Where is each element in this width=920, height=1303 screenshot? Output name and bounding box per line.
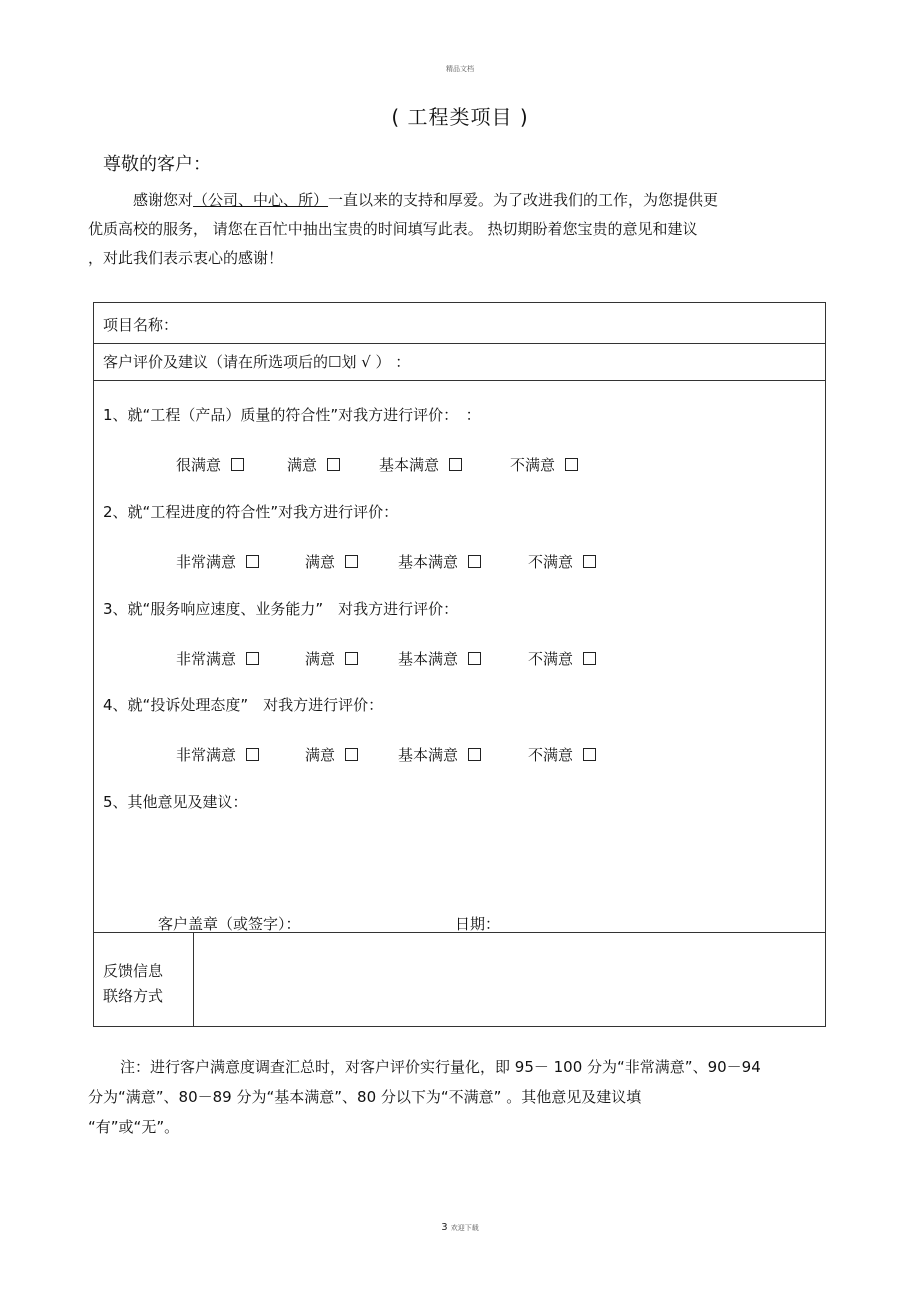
header-note: 精品文档 [446, 65, 474, 73]
checkbox[interactable] [345, 555, 358, 568]
question-2-label: 2、就“工程进度的符合性”对我方进行评价： [103, 503, 399, 521]
intro-line1-pre: 感谢您对 [133, 191, 194, 209]
q1-option-1[interactable]: 很满意 [176, 454, 244, 475]
feedback-label-line-2: 联络方式 [103, 987, 164, 1005]
q1-option-3[interactable]: 基本满意 [379, 454, 462, 475]
checkbox[interactable] [583, 555, 596, 568]
document-title: ( 工程类项目 ) [391, 105, 529, 129]
evaluation-header: 客户评价及建议（请在所选项后的☐划 √ ） ： [103, 353, 411, 371]
checkbox[interactable] [468, 555, 481, 568]
footnote [88, 1052, 838, 1142]
checkbox[interactable] [327, 458, 340, 471]
footnote-line-2: 分为“满意”、80－89 分为“基本满意”、80 分以下为“不满意” 。其他意见及建议填 [88, 1088, 642, 1106]
checkbox[interactable] [345, 652, 358, 665]
row-divider [94, 380, 825, 381]
feedback-label-line-1: 反馈信息 [103, 962, 164, 980]
question-4-label: 4、就“投诉处理态度” 对我方进行评价： [103, 696, 384, 714]
row-divider [94, 932, 825, 933]
greeting: 尊敬的客户： [103, 154, 211, 175]
page-footer-note: 欢迎下载 [450, 1224, 479, 1232]
checkbox[interactable] [345, 748, 358, 761]
intro-line-1 [88, 186, 833, 215]
page-number: 3 [441, 1222, 448, 1233]
checkbox[interactable] [565, 458, 578, 471]
q4-option-2[interactable]: 满意 [305, 744, 358, 765]
q4-option-4[interactable]: 不满意 [528, 744, 596, 765]
footnote-line-1: 注：进行客户满意度调查汇总时，对客户评价实行量化，即 95－ 100 分为“非常满意”、90－94 [120, 1058, 761, 1076]
q2-option-4[interactable]: 不满意 [528, 551, 596, 572]
question-5-label: 5、其他意见及建议： [103, 793, 248, 811]
q3-option-3[interactable]: 基本满意 [398, 648, 481, 669]
row-divider [94, 343, 825, 344]
checkbox[interactable] [468, 652, 481, 665]
question-1-label: 1、就“工程（产品）质量的符合性”对我方进行评价： ： [103, 406, 481, 424]
q2-option-2[interactable]: 满意 [305, 551, 358, 572]
column-divider [193, 932, 194, 1026]
q1-option-4[interactable]: 不满意 [510, 454, 578, 475]
checkbox[interactable] [246, 555, 259, 568]
survey-form-table [93, 302, 826, 1027]
intro-line1-post: 一直以来的支持和厚爱。为了改进我们的工作，为您提供更 [328, 191, 719, 209]
checkbox[interactable] [583, 652, 596, 665]
checkbox[interactable] [231, 458, 244, 471]
intro-line-2: 优质高校的服务， 请您在百忙中抽出宝贵的时间填写此表。 热切期盼着您宝贵的意见和建议 [88, 220, 698, 238]
intro-org-placeholder: （公司、中心、所） [193, 191, 329, 209]
checkbox[interactable] [246, 652, 259, 665]
checkbox[interactable] [583, 748, 596, 761]
intro-line-3: ，对此我们表示衷心的感谢！ [88, 249, 284, 267]
customer-seal-label: 客户盖章（或签字）： [158, 915, 301, 933]
page-footer [0, 1222, 920, 1233]
date-label: 日期： [455, 915, 501, 933]
q3-option-2[interactable]: 满意 [305, 648, 358, 669]
q2-option-3[interactable]: 基本满意 [398, 551, 481, 572]
footnote-line-3: “有”或“无”。 [88, 1118, 180, 1136]
q3-option-4[interactable]: 不满意 [528, 648, 596, 669]
checkbox[interactable] [449, 458, 462, 471]
q3-option-1[interactable]: 非常满意 [176, 648, 259, 669]
q2-option-1[interactable]: 非常满意 [176, 551, 259, 572]
project-name-label: 项目名称： [103, 316, 179, 334]
checkbox[interactable] [468, 748, 481, 761]
intro-paragraph [88, 186, 833, 273]
q4-option-1[interactable]: 非常满意 [176, 744, 259, 765]
question-3-label: 3、就“服务响应速度、业务能力” 对我方进行评价： [103, 600, 459, 618]
q4-option-3[interactable]: 基本满意 [398, 744, 481, 765]
checkbox[interactable] [246, 748, 259, 761]
q1-option-2[interactable]: 满意 [287, 454, 340, 475]
